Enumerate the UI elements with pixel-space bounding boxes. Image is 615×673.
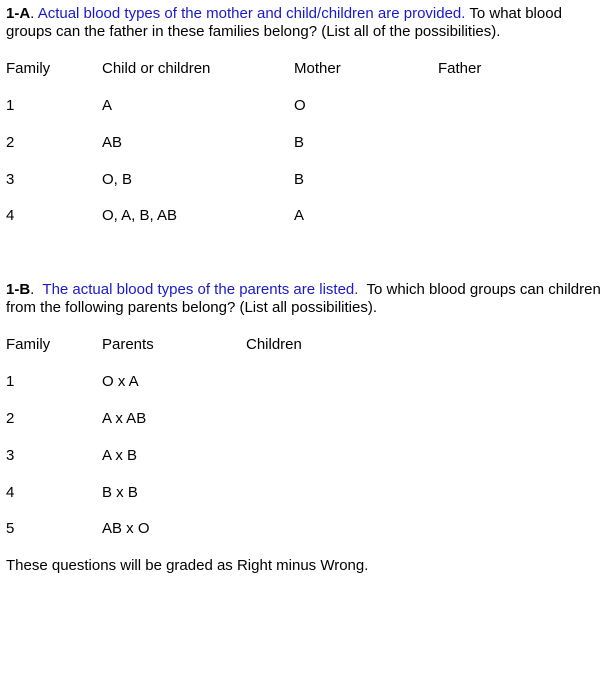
row-parents: A x AB [102,410,147,427]
question-1b-text [6,281,606,317]
question-1b-question: To which blood groups can children from the following parents belong? (List all possibilities). [6,281,605,316]
row-family: 3 [6,447,15,464]
header-children: Child or children [102,60,211,77]
header-father: Father [438,60,482,77]
row-children: O, B [102,171,133,188]
row-parents: AB x O [102,520,150,537]
question-1b-intro: The actual blood types of the parents are listed. [42,281,359,298]
grading-note: These questions will be graded as Right minus Wrong. [6,557,369,574]
row-family: 1 [6,373,15,390]
question-1b-separator: . [30,281,43,298]
question-1a-intro: Actual blood types of the mother and child/children are provided. [37,5,466,22]
row-family: 4 [6,207,15,224]
header-parents: Parents [102,336,154,353]
row-family: 5 [6,520,15,537]
row-family: 2 [6,134,15,151]
row-parents: A x B [102,447,138,464]
row-children: O, A, B, AB [102,207,178,224]
row-mother: O [294,97,306,114]
row-parents: O x A [102,373,139,390]
row-children: A [102,97,113,114]
row-mother: B [294,134,305,151]
row-mother: B [294,171,305,188]
question-1a-question: To what blood groups can the father in these families belong? (List all of the possibilities). [6,5,562,40]
question-1a-label: 1-A [6,5,31,22]
row-parents: B x B [102,484,138,501]
header-family: Family [6,336,51,353]
question-1a-text [6,5,606,41]
row-mother: A [294,207,305,224]
question-1b-label: 1-B [6,281,31,298]
row-children: AB [102,134,123,151]
question-1a-separator: . [30,5,38,22]
header-children: Children [246,336,302,353]
row-family: 3 [6,171,15,188]
row-family: 2 [6,410,15,427]
row-family: 4 [6,484,15,501]
header-mother: Mother [294,60,341,77]
header-family: Family [6,60,51,77]
row-family: 1 [6,97,15,114]
